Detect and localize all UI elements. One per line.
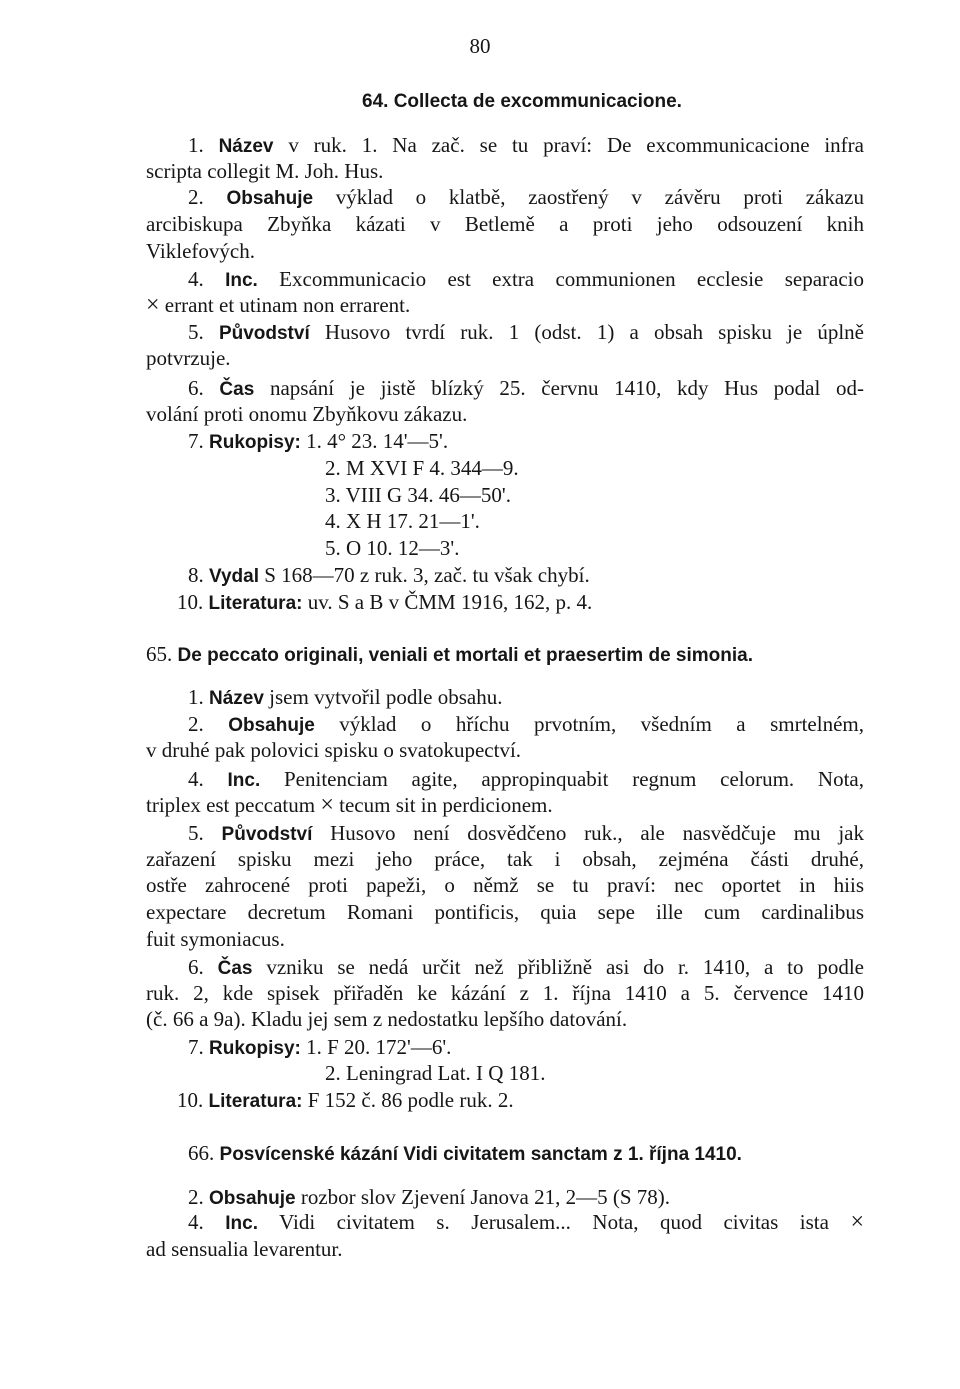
item-text: F 152 č. 86 podle ruk. 2. [302,1088,514,1112]
item-label: Původství [221,824,313,845]
manuscript-2: 2. Leningrad Lat. I Q 181. [325,1061,546,1085]
entry-66-item-4-cont: ad sensualia levarentur. [146,1237,343,1261]
item-number: 10. [177,590,204,614]
entry-65-item-4 [188,766,864,794]
item-text: rozbor slov Zjevení Janova 21, 2—5 (S 78). [295,1185,671,1209]
item-text: Excommunicacio est extra communionen ecclesie separacio [257,267,864,291]
entry-65-item-6-cont: ruk. 2, kde spisek přiřaděn ke kázání z 1. října 1410 a 5. července 1410 [146,981,864,1005]
item-text: v ruk. 1. Na zač. se tu praví: De excommunicacione infra [273,133,864,157]
entry-64-item-6 [188,375,864,403]
item-number: 1. [188,133,204,157]
entry-65-item-5-cont3: expectare decretum Romani pontificis, quia sepe ille cum cardinalibus [146,900,864,924]
item-text: Husovo není dosvědčeno ruk., ale nasvědčuje mu jak [312,821,865,845]
entry-66-title [188,1140,742,1168]
entry-65-item-6-cont2: (č. 66 a 9a). Kladu jej sem z nedostatku lepšího datování. [146,1007,628,1031]
manuscript-2: 2. M XVI F 4. 344—9. [325,456,519,480]
item-number: 5. [188,821,204,845]
entry-65-item-5-cont2: ostře zahrocené proti papeži, o němž se tu praví: nec oportet in hiis [146,873,864,897]
entry-65-item-2 [188,711,864,739]
item-label: Inc. [225,270,258,291]
item-label: Rukopisy: [209,432,301,453]
entry-64-item-4-cont [146,292,410,318]
entry-64-item-8 [188,562,590,590]
entry-65-item-10 [177,1087,514,1115]
entry-65-item-1 [188,684,502,712]
entry-title-text: De peccato originali, veniali et mortali et praesertim de simonia. [172,645,753,666]
item-text: vzniku se nedá určit než přibližně asi do r. 1410, a to podle [252,955,865,979]
item-label: Čas [217,958,253,979]
item-number: 7. [188,1035,204,1059]
item-label: Název [218,136,274,157]
item-number: 2. [188,712,204,736]
entry-64-item-5 [188,319,864,347]
item-label: Čas [219,379,255,400]
item-text: tecum sit in perdicionem. [333,793,553,817]
item-text: napsání je jistě blízký 25. červnu 1410, kdy Hus podal od- [254,376,864,400]
item-number: 6. [188,376,204,400]
item-text: výklad o hříchu prvotním, všedním a smrtelném, [314,712,864,736]
item-text: výklad o klatbě, zaostřený v závěru proti zákazu [313,185,864,209]
entry-title-text: Posvícenské kázání Vidi civitatem sanctam z 1. října 1410. [214,1144,742,1165]
item-text: 1. F 20. 172'—6'. [300,1035,452,1059]
entry-64-item-10 [177,589,592,617]
item-number: 4. [188,267,204,291]
entry-number: 65. [146,642,173,666]
item-label: Obsahuje [209,1188,296,1209]
entry-64-item-1-cont: scripta collegit M. Joh. Hus. [146,159,384,183]
item-label: Vydal [209,566,259,587]
entry-64-item-4 [188,266,864,294]
entry-64-item-6-cont: volání proti onomu Zbyňkovu zákazu. [146,402,468,426]
entry-64-item-7 [188,428,448,456]
item-number: 10. [177,1088,204,1112]
entry-number: 66. [188,1141,215,1165]
entry-66-item-2 [188,1184,670,1212]
item-text: 1. 4° 23. 14'—5'. [300,429,449,453]
item-number: 2. [188,1185,204,1209]
manuscript-4: 4. X H 17. 21—1'. [325,509,480,533]
item-text: Penitenciam agite, appropinquabit regnum celorum. Nota, [260,767,864,791]
manuscript-5: 5. O 10. 12—3'. [325,536,460,560]
item-label: Obsahuje [228,715,315,736]
entry-64-title: 64. Collecta de excommunicacione. [362,91,682,112]
entry-65-item-7 [188,1034,451,1062]
item-label: Literatura: [208,593,303,614]
cross-mark-icon: × [146,292,160,318]
item-text: S 168—70 z ruk. 3, zač. tu však chybí. [259,563,590,587]
item-number: 4. [188,767,204,791]
entry-64-item-2-cont2: Viklefových. [146,239,255,263]
entry-65-item-5-cont4: fuit symoniacus. [146,927,285,951]
item-label: Literatura: [208,1091,303,1112]
entry-65-item-4-cont [146,792,553,818]
entry-65-title [146,641,753,669]
entry-64-item-1 [188,132,864,160]
entry-64-item-2-cont: arcibiskupa Zbyňka kázati v Betlemě a proti jeho odsouzení knih [146,212,864,236]
manuscript-3: 3. VIII G 34. 46—50'. [325,483,511,507]
item-text: errant et utinam non errarent. [159,293,411,317]
item-label: Rukopisy: [209,1038,301,1059]
entry-64-item-5-cont: potvrzuje. [146,346,231,370]
item-number: 5. [188,320,204,344]
cross-mark-icon: × [850,1209,865,1235]
entry-65-item-5-cont: zařazení spisku mezi jeho práce, tak i obsah, zejména části druhé, [146,847,864,871]
item-number: 7. [188,429,204,453]
item-text: jsem vytvořil podle obsahu. [263,685,503,709]
item-number: 2. [188,185,204,209]
entry-66-item-4 [188,1209,864,1237]
item-number: 1. [188,685,204,709]
entry-64-item-2 [188,184,864,212]
item-label: Název [209,688,264,709]
item-number: 4. [188,1210,204,1234]
item-text: triplex est peccatum [146,793,321,817]
entry-65-item-5 [188,820,864,848]
entry-65-item-2-cont: v druhé pak polovici spisku o svatokupectví. [146,738,522,762]
item-number: 8. [188,563,204,587]
item-label: Obsahuje [226,188,314,209]
cross-mark-icon: × [320,792,334,818]
item-text: Husovo tvrdí ruk. 1 (odst. 1) a obsah spisku je úplně [309,320,865,344]
item-label: Inc. [225,1213,258,1234]
item-label: Původství [218,323,310,344]
entry-65-item-6 [188,954,864,982]
item-text: Vidi civitatem s. Jerusalem... Nota, quod civitas ista [257,1210,829,1234]
item-text: uv. S a B v ČMM 1916, 162, p. 4. [302,590,593,614]
item-number: 6. [188,955,204,979]
item-label: Inc. [227,770,261,791]
page-number: 80 [469,34,491,58]
